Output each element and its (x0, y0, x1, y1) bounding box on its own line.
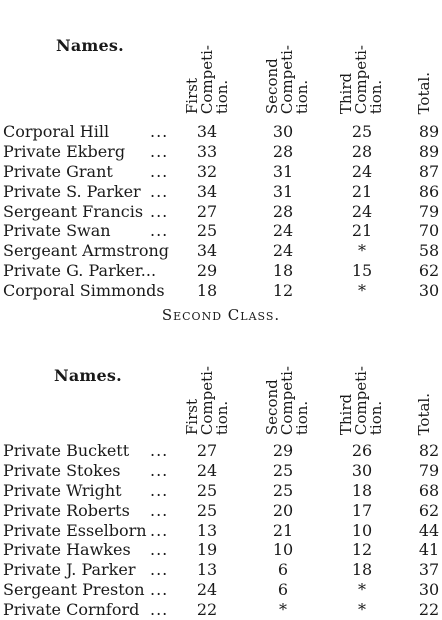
total-score: 58 (418, 241, 440, 261)
total-score: 70 (418, 221, 440, 241)
third-competition-header: Third Competi- tion. (337, 365, 385, 435)
table-row (0, 461, 442, 481)
leader-dots: ... (150, 122, 169, 141)
table-row (0, 501, 442, 521)
first-score: 25 (196, 221, 218, 241)
second-score: * (279, 600, 287, 620)
total-score: 37 (418, 560, 440, 580)
first-score: 24 (196, 580, 218, 600)
leader-dots: ... (150, 560, 169, 580)
third-score: * (358, 600, 366, 620)
second-class-heading: Second Class. (161, 306, 281, 324)
leader-dots: ... (150, 520, 169, 540)
second-score: 28 (272, 201, 294, 221)
total-score: 89 (418, 122, 440, 141)
total-header: Total. (415, 71, 433, 114)
third-score: 28 (351, 141, 373, 161)
third-score: 25 (351, 122, 373, 141)
third-score: 21 (351, 221, 373, 241)
third-competition-header: Third Competi- tion. (337, 44, 385, 114)
third-score: 30 (351, 460, 373, 480)
third-score: 17 (351, 500, 373, 520)
second-score: 12 (272, 281, 294, 301)
third-score: 12 (351, 540, 373, 560)
leader-dots: ... (150, 201, 169, 221)
total-score: 62 (418, 261, 440, 281)
leader-dots: ... (150, 600, 169, 620)
third-score: 18 (351, 560, 373, 580)
first-score: 34 (196, 122, 218, 141)
third-score: 26 (351, 441, 373, 460)
first-score: 33 (196, 141, 218, 161)
second-score: 20 (272, 500, 294, 520)
soldier-name: Private J. Parker (3, 560, 136, 580)
total-score: 79 (418, 460, 440, 480)
leader-dots: ... (150, 540, 169, 560)
total-score: 41 (418, 540, 440, 560)
leader-dots: ... (150, 181, 169, 201)
table-body (0, 122, 442, 301)
table-row (0, 162, 442, 182)
leader-dots: ... (150, 580, 169, 600)
first-competition-header: First Competi- tion. (183, 365, 231, 435)
total-score: 79 (418, 201, 440, 221)
soldier-name: Private Ekberg (3, 141, 126, 161)
table-row (0, 600, 442, 620)
total-score: 68 (418, 480, 440, 500)
soldier-name: Private G. Parker... (3, 261, 157, 281)
table-row (0, 182, 442, 202)
table-row (0, 441, 442, 461)
third-score: 24 (351, 201, 373, 221)
first-score: 29 (196, 261, 218, 281)
names-column-header: Names. (54, 366, 122, 385)
soldier-name: Sergeant Francis (3, 201, 144, 221)
table-row (0, 241, 442, 261)
table-row (0, 521, 442, 541)
leader-dots: ... (150, 460, 169, 480)
soldier-name: Private Stokes (3, 460, 121, 480)
names-column-header: Names. (56, 36, 124, 55)
total-score: 82 (418, 441, 440, 460)
table-row (0, 261, 442, 281)
leader-dots: ... (150, 441, 169, 460)
table-row (0, 281, 442, 301)
soldier-name: Private Buckett (3, 441, 130, 460)
second-class-table (0, 328, 442, 620)
soldier-name: Sergeant Preston (3, 580, 145, 600)
third-score: * (358, 281, 366, 301)
second-score: 10 (272, 540, 294, 560)
second-score: 29 (272, 441, 294, 460)
soldier-name: Private Swan (3, 221, 111, 241)
second-score: 18 (272, 261, 294, 281)
total-score: 30 (418, 281, 440, 301)
table-row (0, 481, 442, 501)
first-score: 13 (196, 560, 218, 580)
total-score: 87 (418, 161, 440, 181)
first-score: 19 (196, 540, 218, 560)
second-score: 25 (272, 480, 294, 500)
second-score: 24 (272, 241, 294, 261)
second-score: 6 (277, 560, 289, 580)
table-row (0, 122, 442, 142)
soldier-name: Corporal Simmonds (3, 281, 165, 301)
second-score: 30 (272, 122, 294, 141)
second-score: 6 (277, 580, 289, 600)
table-header (0, 328, 442, 441)
leader-dots: ... (150, 141, 169, 161)
first-score: 13 (196, 520, 218, 540)
soldier-name: Private Esselborn (3, 520, 147, 540)
table-row (0, 202, 442, 222)
first-score: 25 (196, 500, 218, 520)
table-row (0, 540, 442, 560)
third-score: 18 (351, 480, 373, 500)
soldier-name: Private Wright (3, 480, 122, 500)
soldier-name: Corporal Hill (3, 122, 110, 141)
table-body (0, 441, 442, 620)
first-score: 27 (196, 441, 218, 460)
leader-dots: ... (150, 221, 169, 241)
third-score: 10 (351, 520, 373, 540)
soldier-name: Private Hawkes (3, 540, 131, 560)
table-row (0, 560, 442, 580)
second-score: 21 (272, 520, 294, 540)
table-row (0, 142, 442, 162)
first-competition-header: First Competi- tion. (183, 44, 231, 114)
first-score: 34 (196, 241, 218, 261)
third-score: * (358, 580, 366, 600)
leader-dots: ... (150, 500, 169, 520)
second-score: 24 (272, 221, 294, 241)
first-score: 32 (196, 161, 218, 181)
second-score: 31 (272, 181, 294, 201)
total-score: 62 (418, 500, 440, 520)
first-score: 25 (196, 480, 218, 500)
third-score: * (358, 241, 366, 261)
table-header (0, 0, 442, 120)
table-row (0, 580, 442, 600)
soldier-name: Sergeant Armstrong (3, 241, 169, 261)
total-score: 30 (418, 580, 440, 600)
total-score: 86 (418, 181, 440, 201)
total-header: Total. (415, 392, 433, 435)
second-competition-header: Second Competi- tion. (263, 365, 311, 435)
total-score: 89 (418, 141, 440, 161)
leader-dots: ... (150, 161, 169, 181)
second-competition-header: Second Competi- tion. (263, 44, 311, 114)
third-score: 24 (351, 161, 373, 181)
soldier-name: Private Roberts (3, 500, 130, 520)
first-score: 18 (196, 281, 218, 301)
table-row (0, 221, 442, 241)
first-score: 27 (196, 201, 218, 221)
second-score: 25 (272, 460, 294, 480)
second-score: 28 (272, 141, 294, 161)
soldier-name: Private Grant (3, 161, 113, 181)
total-score: 44 (418, 520, 440, 540)
total-score: 22 (418, 600, 440, 620)
first-score: 22 (196, 600, 218, 620)
soldier-name: Private Cornford (3, 600, 140, 620)
first-score: 34 (196, 181, 218, 201)
third-score: 15 (351, 261, 373, 281)
first-score: 24 (196, 460, 218, 480)
second-score: 31 (272, 161, 294, 181)
leader-dots: ... (150, 480, 169, 500)
soldier-name: Private S. Parker (3, 181, 141, 201)
first-class-table (0, 0, 442, 299)
third-score: 21 (351, 181, 373, 201)
